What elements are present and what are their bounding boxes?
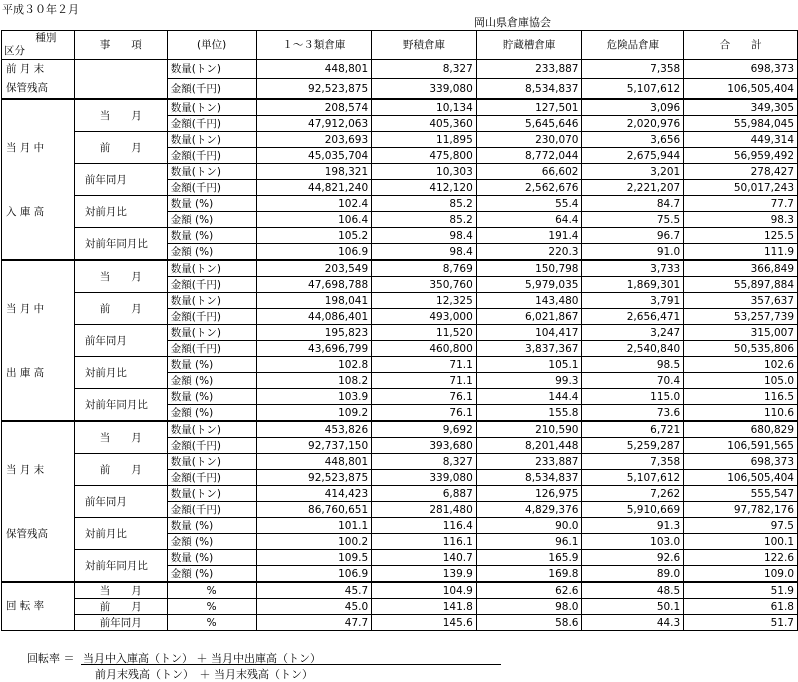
value-cell: 4,829,376 <box>476 502 582 518</box>
col-header-hazardous: 危険品倉庫 <box>582 31 684 60</box>
value-cell: 55.4 <box>476 196 582 212</box>
unit-cell: % <box>167 582 256 599</box>
item-vs-previous-month: 対前月比 <box>74 357 167 389</box>
value-cell: 48.5 <box>582 582 684 599</box>
value-cell: 91.0 <box>582 244 684 261</box>
unit-cell: 金額(千円) <box>167 341 256 357</box>
unit-cell: 数量(トン) <box>167 99 256 116</box>
unit-cell: 数量(トン) <box>167 454 256 470</box>
value-cell: 405,360 <box>372 116 477 132</box>
kind-bottom-label: 区分 <box>4 45 25 57</box>
value-cell: 103.9 <box>256 389 372 405</box>
value-cell: 70.4 <box>582 373 684 389</box>
unit-cell: 金額(千円) <box>167 116 256 132</box>
value-cell: 106.9 <box>256 566 372 583</box>
section-ending: 当 月 末 保管残高 <box>2 421 75 582</box>
value-cell: 139.9 <box>372 566 477 583</box>
value-cell: 127,501 <box>476 99 582 116</box>
value-cell: 698,373 <box>684 60 798 79</box>
turnover-prev-label: 前 月 <box>74 599 167 615</box>
value-cell: 140.7 <box>372 550 477 566</box>
value-cell: 165.9 <box>476 550 582 566</box>
value-cell: 198,321 <box>256 164 372 180</box>
value-cell: 3,096 <box>582 99 684 116</box>
value-cell: 5,910,669 <box>582 502 684 518</box>
value-cell: 315,007 <box>684 325 798 341</box>
table-row <box>2 454 798 470</box>
value-cell: 281,480 <box>372 502 477 518</box>
value-cell: 98.4 <box>372 228 477 244</box>
value-cell: 100.2 <box>256 534 372 550</box>
item-same-month-last-year: 前年同月 <box>74 486 167 518</box>
item-previous-month: 前 月 <box>74 454 167 486</box>
col-header-total: 合 計 <box>684 31 798 60</box>
value-cell: 44,086,401 <box>256 309 372 325</box>
value-cell: 145.6 <box>372 615 477 631</box>
value-cell: 116.4 <box>372 518 477 534</box>
value-cell: 100.1 <box>684 534 798 550</box>
unit-cell: 金額(千円) <box>167 180 256 196</box>
value-cell: 85.2 <box>372 196 477 212</box>
value-cell: 50,017,243 <box>684 180 798 196</box>
unit-cell: 数量 (%) <box>167 196 256 212</box>
value-cell: 92,523,875 <box>256 79 372 99</box>
value-cell: 45,035,704 <box>256 148 372 164</box>
unit-cell: 金額(千円) <box>167 148 256 164</box>
value-cell: 339,080 <box>372 79 477 99</box>
value-cell: 357,637 <box>684 293 798 309</box>
value-cell: 86,760,651 <box>256 502 372 518</box>
value-cell: 3,791 <box>582 293 684 309</box>
value-cell: 8,201,448 <box>476 438 582 454</box>
table-row <box>2 260 798 277</box>
value-cell: 8,534,837 <box>476 470 582 486</box>
col-header-class1-3: １～３類倉庫 <box>256 31 372 60</box>
unit-cell: 金額 (%) <box>167 212 256 228</box>
value-cell: 169.8 <box>476 566 582 583</box>
value-cell: 44,821,240 <box>256 180 372 196</box>
formula-fraction-bar <box>81 664 501 665</box>
item-vs-same-month-last-year: 対前年同月比 <box>74 389 167 422</box>
value-cell: 2,656,471 <box>582 309 684 325</box>
warehouse-statistics-table <box>1 30 798 631</box>
table-row <box>2 228 798 244</box>
kind-header <box>2 31 75 60</box>
value-cell: 62.6 <box>476 582 582 599</box>
value-cell: 8,769 <box>372 260 477 277</box>
value-cell: 76.1 <box>372 405 477 422</box>
value-cell: 7,358 <box>582 60 684 79</box>
value-cell: 85.2 <box>372 212 477 228</box>
unit-cell: 金額 (%) <box>167 534 256 550</box>
value-cell: 75.5 <box>582 212 684 228</box>
value-cell: 448,801 <box>256 60 372 79</box>
value-cell: 56,959,492 <box>684 148 798 164</box>
value-cell: 64.4 <box>476 212 582 228</box>
unit-cell: 金額(千円) <box>167 277 256 293</box>
item-current-month: 当 月 <box>74 421 167 454</box>
value-cell: 44.3 <box>582 615 684 631</box>
value-cell: 43,696,799 <box>256 341 372 357</box>
value-cell: 393,680 <box>372 438 477 454</box>
value-cell: 104,417 <box>476 325 582 341</box>
value-cell: 278,427 <box>684 164 798 180</box>
value-cell: 3,247 <box>582 325 684 341</box>
unit-cell: 数量(トン) <box>167 132 256 148</box>
value-cell: 50.1 <box>582 599 684 615</box>
value-cell: 96.7 <box>582 228 684 244</box>
value-cell: 102.4 <box>256 196 372 212</box>
value-cell: 116.5 <box>684 389 798 405</box>
value-cell: 5,979,035 <box>476 277 582 293</box>
value-cell: 349,305 <box>684 99 798 116</box>
item-vs-same-month-last-year: 対前年同月比 <box>74 550 167 583</box>
value-cell: 10,134 <box>372 99 477 116</box>
value-cell: 91.3 <box>582 518 684 534</box>
value-cell: 50,535,806 <box>684 341 798 357</box>
value-cell: 73.6 <box>582 405 684 422</box>
value-cell: 106.9 <box>256 244 372 261</box>
turnover-cur-label: 当 月 <box>74 582 167 599</box>
value-cell: 2,562,676 <box>476 180 582 196</box>
value-cell: 8,772,044 <box>476 148 582 164</box>
value-cell: 106,505,404 <box>684 79 798 99</box>
value-cell: 698,373 <box>684 454 798 470</box>
value-cell: 58.6 <box>476 615 582 631</box>
unit-cell: 数量 (%) <box>167 228 256 244</box>
table-row <box>2 196 798 212</box>
unit-cell: 数量(トン) <box>167 260 256 277</box>
value-cell: 115.0 <box>582 389 684 405</box>
unit-cell: 金額(千円) <box>167 438 256 454</box>
value-cell: 105.2 <box>256 228 372 244</box>
value-cell: 98.4 <box>372 244 477 261</box>
formula-lhs: 回転率 ＝ <box>27 652 75 665</box>
value-cell: 98.0 <box>476 599 582 615</box>
table-row <box>2 486 798 502</box>
value-cell: 11,895 <box>372 132 477 148</box>
table-row <box>2 599 798 615</box>
value-cell: 5,645,646 <box>476 116 582 132</box>
value-cell: 2,221,207 <box>582 180 684 196</box>
value-cell: 71.1 <box>372 357 477 373</box>
value-cell: 3,837,367 <box>476 341 582 357</box>
value-cell: 55,984,045 <box>684 116 798 132</box>
formula-numerator: 当月中入庫高（トン） ＋ 当月中出庫高（トン） <box>83 652 321 665</box>
value-cell: 105.1 <box>476 357 582 373</box>
table-row <box>2 164 798 180</box>
table-row <box>2 389 798 405</box>
value-cell: 3,733 <box>582 260 684 277</box>
value-cell: 45.0 <box>256 599 372 615</box>
item-vs-same-month-last-year: 対前年同月比 <box>74 228 167 261</box>
value-cell: 198,041 <box>256 293 372 309</box>
value-cell: 9,692 <box>372 421 477 438</box>
unit-cell: 金額 (%) <box>167 373 256 389</box>
value-cell: 104.9 <box>372 582 477 599</box>
value-cell: 2,540,840 <box>582 341 684 357</box>
value-cell: 90.0 <box>476 518 582 534</box>
inbound-section <box>2 99 798 260</box>
value-cell: 414,423 <box>256 486 372 502</box>
value-cell: 8,534,837 <box>476 79 582 99</box>
section-outbound: 当 月 中 出 庫 高 <box>2 260 75 421</box>
value-cell: 76.1 <box>372 389 477 405</box>
value-cell: 6,021,867 <box>476 309 582 325</box>
value-cell: 98.5 <box>582 357 684 373</box>
value-cell: 448,801 <box>256 454 372 470</box>
value-cell: 47.7 <box>256 615 372 631</box>
value-cell: 5,259,287 <box>582 438 684 454</box>
unit-cell: 金額(千円) <box>167 309 256 325</box>
value-cell: 412,120 <box>372 180 477 196</box>
turnover-ly-label: 前年同月 <box>74 615 167 631</box>
value-cell: 475,800 <box>372 148 477 164</box>
value-cell: 125.5 <box>684 228 798 244</box>
value-cell: 8,327 <box>372 60 477 79</box>
unit-header: (単位) <box>167 31 256 60</box>
unit-cell: 数量(トン) <box>167 325 256 341</box>
value-cell: 11,520 <box>372 325 477 341</box>
value-cell: 453,826 <box>256 421 372 438</box>
value-cell: 71.1 <box>372 373 477 389</box>
outbound-section <box>2 260 798 421</box>
value-cell: 7,262 <box>582 486 684 502</box>
section-turnover: 回 転 率 <box>2 582 75 631</box>
value-cell: 220.3 <box>476 244 582 261</box>
value-cell: 53,257,739 <box>684 309 798 325</box>
value-cell: 2,020,976 <box>582 116 684 132</box>
value-cell: 111.9 <box>684 244 798 261</box>
value-cell: 108.2 <box>256 373 372 389</box>
value-cell: 92,737,150 <box>256 438 372 454</box>
table-row <box>2 99 798 116</box>
value-cell: 96.1 <box>476 534 582 550</box>
unit-cell: 金額 (%) <box>167 244 256 261</box>
col-header-silo: 貯蔵槽倉庫 <box>476 31 582 60</box>
unit-cell: 数量 (%) <box>167 357 256 373</box>
value-cell: 5,107,612 <box>582 470 684 486</box>
unit-cell: 金額 (%) <box>167 405 256 422</box>
unit-cell: 金額(千円) <box>167 502 256 518</box>
unit-cell: 数量(トン) <box>167 421 256 438</box>
unit-cell: 数量 (%) <box>167 550 256 566</box>
value-cell: 449,314 <box>684 132 798 148</box>
value-cell: 101.1 <box>256 518 372 534</box>
unit-cell: 金額(千円) <box>167 470 256 486</box>
item-previous-month: 前 月 <box>74 132 167 164</box>
value-cell: 92.6 <box>582 550 684 566</box>
unit-cell: 数量(トン) <box>167 164 256 180</box>
value-cell: 493,000 <box>372 309 477 325</box>
table-row <box>2 615 798 631</box>
value-cell: 45.7 <box>256 582 372 599</box>
unit-cell: % <box>167 599 256 615</box>
value-cell: 102.8 <box>256 357 372 373</box>
value-cell: 350,760 <box>372 277 477 293</box>
value-cell: 460,800 <box>372 341 477 357</box>
value-cell: 126,975 <box>476 486 582 502</box>
unit-cell: 数量(トン) <box>167 293 256 309</box>
table-row <box>2 550 798 566</box>
value-cell: 2,675,944 <box>582 148 684 164</box>
value-cell: 109.2 <box>256 405 372 422</box>
header-row <box>2 31 798 60</box>
unit-cell: 数量(トン) <box>167 60 256 79</box>
value-cell: 105.0 <box>684 373 798 389</box>
col-header-open-yard: 野積倉庫 <box>372 31 477 60</box>
value-cell: 203,549 <box>256 260 372 277</box>
value-cell: 6,721 <box>582 421 684 438</box>
value-cell: 3,201 <box>582 164 684 180</box>
ending-section <box>2 421 798 582</box>
value-cell: 680,829 <box>684 421 798 438</box>
value-cell: 106,505,404 <box>684 470 798 486</box>
organization-name: 岡山県倉庫協会 <box>474 16 551 29</box>
value-cell: 47,912,063 <box>256 116 372 132</box>
unit-cell: % <box>167 615 256 631</box>
value-cell: 99.3 <box>476 373 582 389</box>
table-row <box>2 421 798 438</box>
value-cell: 89.0 <box>582 566 684 583</box>
value-cell: 109.0 <box>684 566 798 583</box>
item-current-month: 当 月 <box>74 99 167 132</box>
value-cell: 84.7 <box>582 196 684 212</box>
value-cell: 155.8 <box>476 405 582 422</box>
unit-cell: 数量 (%) <box>167 518 256 534</box>
value-cell: 195,823 <box>256 325 372 341</box>
value-cell: 210,590 <box>476 421 582 438</box>
table-row <box>2 60 798 79</box>
table-row <box>2 293 798 309</box>
value-cell: 366,849 <box>684 260 798 277</box>
value-cell: 92,523,875 <box>256 470 372 486</box>
value-cell: 106,591,565 <box>684 438 798 454</box>
value-cell: 233,887 <box>476 60 582 79</box>
value-cell: 110.6 <box>684 405 798 422</box>
value-cell: 208,574 <box>256 99 372 116</box>
value-cell: 122.6 <box>684 550 798 566</box>
value-cell: 97.5 <box>684 518 798 534</box>
item-same-month-last-year: 前年同月 <box>74 325 167 357</box>
item-same-month-last-year: 前年同月 <box>74 164 167 196</box>
value-cell: 66,602 <box>476 164 582 180</box>
value-cell: 150,798 <box>476 260 582 277</box>
value-cell: 47,698,788 <box>256 277 372 293</box>
value-cell: 55,897,884 <box>684 277 798 293</box>
value-cell: 191.4 <box>476 228 582 244</box>
value-cell: 97,782,176 <box>684 502 798 518</box>
section-inbound: 当 月 中 入 庫 高 <box>2 99 75 260</box>
value-cell: 61.8 <box>684 599 798 615</box>
empty-item <box>74 60 167 100</box>
unit-cell: 数量(トン) <box>167 486 256 502</box>
report-date: 平成３０年２月 <box>2 3 79 16</box>
formula-denominator: 前月末残高（トン） ＋ 当月末残高（トン） <box>95 668 313 681</box>
table-row <box>2 582 798 599</box>
value-cell: 141.8 <box>372 599 477 615</box>
value-cell: 144.4 <box>476 389 582 405</box>
item-vs-previous-month: 対前月比 <box>74 518 167 550</box>
value-cell: 3,656 <box>582 132 684 148</box>
value-cell: 98.3 <box>684 212 798 228</box>
value-cell: 103.0 <box>582 534 684 550</box>
section-prev-stock: 前 月 末 保管残高 <box>2 60 75 100</box>
value-cell: 102.6 <box>684 357 798 373</box>
value-cell: 143,480 <box>476 293 582 309</box>
item-previous-month: 前 月 <box>74 293 167 325</box>
value-cell: 233,887 <box>476 454 582 470</box>
unit-cell: 数量 (%) <box>167 389 256 405</box>
value-cell: 51.7 <box>684 615 798 631</box>
unit-cell: 金額(千円) <box>167 79 256 99</box>
table-row <box>2 325 798 341</box>
value-cell: 116.1 <box>372 534 477 550</box>
kind-top-label: 種別 <box>35 32 57 44</box>
value-cell: 339,080 <box>372 470 477 486</box>
value-cell: 5,107,612 <box>582 79 684 99</box>
value-cell: 8,327 <box>372 454 477 470</box>
value-cell: 10,303 <box>372 164 477 180</box>
item-header: 事 項 <box>74 31 167 60</box>
value-cell: 77.7 <box>684 196 798 212</box>
value-cell: 7,358 <box>582 454 684 470</box>
value-cell: 106.4 <box>256 212 372 228</box>
value-cell: 230,070 <box>476 132 582 148</box>
value-cell: 555,547 <box>684 486 798 502</box>
value-cell: 203,693 <box>256 132 372 148</box>
value-cell: 109.5 <box>256 550 372 566</box>
value-cell: 12,325 <box>372 293 477 309</box>
unit-cell: 金額 (%) <box>167 566 256 583</box>
item-current-month: 当 月 <box>74 260 167 293</box>
value-cell: 6,887 <box>372 486 477 502</box>
table-row <box>2 132 798 148</box>
item-vs-previous-month: 対前月比 <box>74 196 167 228</box>
value-cell: 51.9 <box>684 582 798 599</box>
table-row <box>2 357 798 373</box>
table-row <box>2 518 798 534</box>
value-cell: 1,869,301 <box>582 277 684 293</box>
